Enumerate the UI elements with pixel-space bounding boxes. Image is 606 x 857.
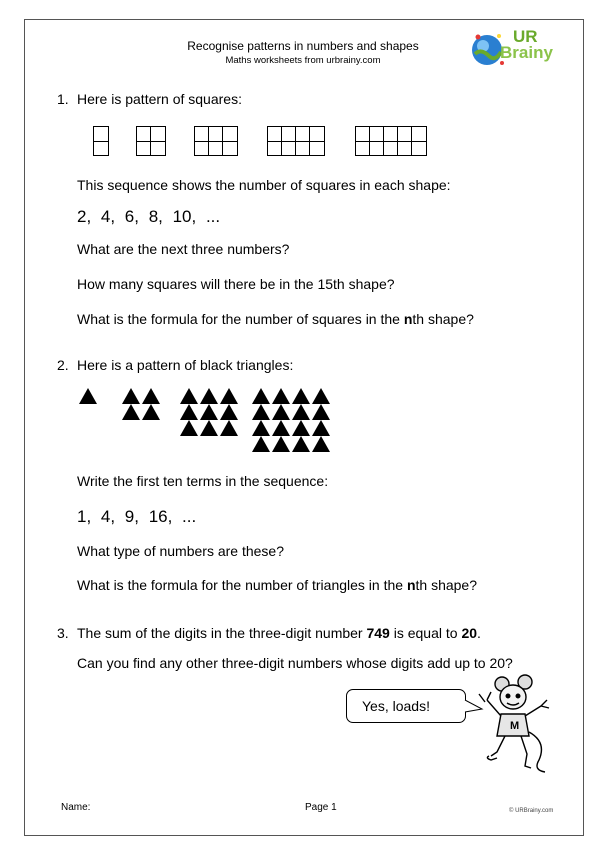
triangle-mark: [292, 404, 310, 420]
q2-ask-type: What type of numbers are these?: [77, 543, 284, 559]
square-cell: [296, 127, 309, 142]
triangle-mark: [220, 404, 238, 420]
q3-question: Can you find any other three-digit numbers whose digits add up to 20?: [77, 655, 513, 671]
page-number: Page 1: [305, 802, 337, 813]
square-column: [282, 127, 296, 155]
square-cell: [195, 127, 208, 142]
square-cell: [268, 127, 281, 142]
square-cell: [356, 142, 369, 156]
triangle-mark: [200, 404, 218, 420]
square-cell: [94, 127, 108, 142]
triangle-mark: [292, 388, 310, 404]
square-shape: [93, 126, 109, 156]
triangle-shape: [251, 388, 331, 452]
triangle-mark: [312, 388, 330, 404]
square-column: [356, 127, 370, 155]
q3-statement: The sum of the digits in the three-digit number 749 is equal to 20.: [77, 625, 481, 641]
triangle-mark: [142, 388, 160, 404]
triangle-mark: [122, 404, 140, 420]
square-column: [398, 127, 412, 155]
triangle-mark: [180, 420, 198, 436]
triangle-mark: [142, 404, 160, 420]
square-cell: [137, 127, 150, 142]
q2-sequence: 1, 4, 9, 16, ...: [77, 507, 197, 526]
triangle-mark: [292, 436, 310, 452]
name-label: Name:: [61, 802, 91, 813]
square-column: [268, 127, 282, 155]
speech-bubble: [346, 689, 466, 723]
worksheet-subtitle: Maths worksheets from urbrainy.com: [225, 55, 381, 66]
square-cell: [94, 142, 108, 156]
triangle-mark: [272, 404, 290, 420]
q1-sequence-intro: This sequence shows the number of squares in each shape:: [77, 177, 451, 193]
square-cell: [209, 142, 222, 156]
logo-text-ur: UR: [513, 27, 538, 46]
triangle-mark: [220, 388, 238, 404]
triangle-mark: [200, 420, 218, 436]
logo-text-brainy: Brainy: [500, 43, 553, 62]
square-cell: [370, 142, 383, 156]
square-cell: [356, 127, 369, 142]
triangle-mark: [220, 420, 238, 436]
square-cell: [398, 127, 411, 142]
question-number-1: 1.: [57, 91, 69, 107]
square-shape: [355, 126, 427, 156]
square-cell: [412, 142, 426, 156]
square-column: [384, 127, 398, 155]
square-cell: [195, 142, 208, 156]
square-shape: [267, 126, 325, 156]
triangle-mark: [312, 404, 330, 420]
square-column: [94, 127, 108, 155]
square-cell: [268, 142, 281, 156]
q2-ask-formula: What is the formula for the number of triangles in the nth shape?: [77, 577, 477, 593]
speech-bubble-text: Yes, loads!: [362, 698, 430, 714]
square-cell: [370, 127, 383, 142]
q1-ask-formula: What is the formula for the number of squares in the nth shape?: [77, 311, 474, 327]
triangle-mark: [180, 388, 198, 404]
square-cell: [398, 142, 411, 156]
triangle-mark: [122, 388, 140, 404]
triangle-mark: [312, 436, 330, 452]
square-column: [370, 127, 384, 155]
triangle-mark: [252, 404, 270, 420]
square-cell: [282, 142, 295, 156]
square-cell: [310, 127, 324, 142]
square-column: [223, 127, 237, 155]
square-column: [412, 127, 426, 155]
mascot-shirt-letter: M: [510, 720, 520, 732]
triangle-shape: [78, 388, 98, 404]
square-cell: [412, 127, 426, 142]
square-cell: [137, 142, 150, 156]
q1-ask-next-three: What are the next three numbers?: [77, 241, 290, 257]
square-column: [310, 127, 324, 155]
triangle-mark: [252, 436, 270, 452]
q1-ask-15th: How many squares will there be in the 15th shape?: [77, 276, 395, 292]
square-cell: [384, 142, 397, 156]
q2-write-terms: Write the first ten terms in the sequence:: [77, 473, 329, 489]
copyright-text: © URBrainy.com: [509, 808, 554, 814]
square-column: [151, 127, 165, 155]
triangle-mark: [79, 388, 97, 404]
triangle-mark: [252, 388, 270, 404]
q1-intro: Here is pattern of squares:: [77, 91, 242, 107]
square-column: [209, 127, 223, 155]
worksheet-title: Recognise patterns in numbers and shapes: [187, 39, 419, 53]
square-cell: [151, 127, 165, 142]
square-cell: [282, 127, 295, 142]
square-cell: [384, 127, 397, 142]
triangle-mark: [272, 420, 290, 436]
square-column: [195, 127, 209, 155]
triangle-mark: [272, 436, 290, 452]
q2-intro: Here is a pattern of black triangles:: [77, 357, 294, 373]
square-column: [296, 127, 310, 155]
square-cell: [223, 142, 237, 156]
square-cell: [209, 127, 222, 142]
q1-sequence: 2, 4, 6, 8, 10, ...: [77, 207, 221, 226]
square-cell: [223, 127, 237, 142]
triangle-mark: [312, 420, 330, 436]
question-number-3: 3.: [57, 625, 69, 641]
square-column: [137, 127, 151, 155]
square-cell: [310, 142, 324, 156]
triangle-mark: [252, 420, 270, 436]
square-cell: [151, 142, 165, 156]
question-number-2: 2.: [57, 357, 69, 373]
triangle-mark: [292, 420, 310, 436]
square-cell: [296, 142, 309, 156]
square-shape: [136, 126, 166, 156]
triangle-mark: [180, 404, 198, 420]
square-shape: [194, 126, 238, 156]
triangle-mark: [272, 388, 290, 404]
triangle-shape: [121, 388, 161, 420]
triangle-shape: [179, 388, 239, 436]
triangle-mark: [200, 388, 218, 404]
